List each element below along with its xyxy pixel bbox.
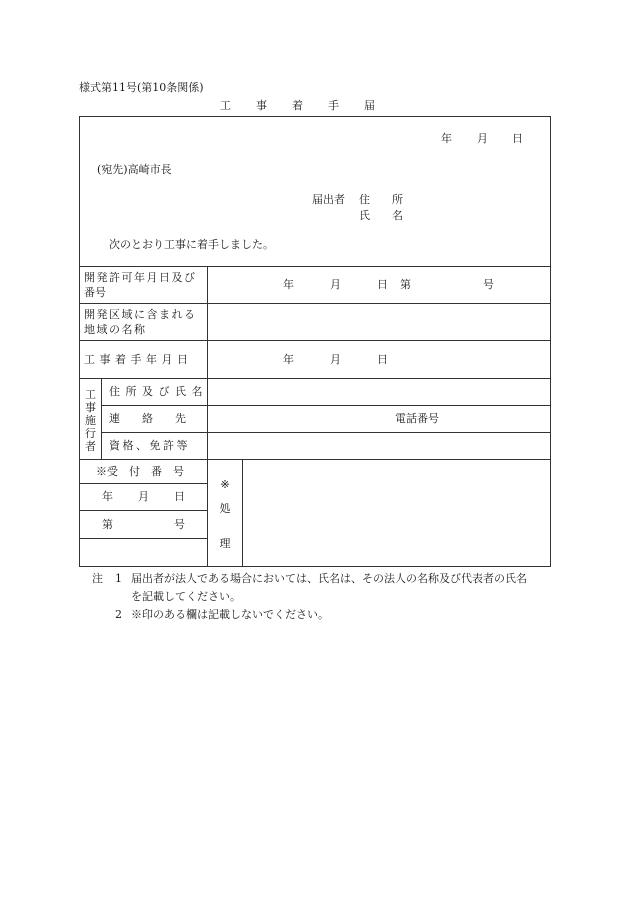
row-divider <box>79 378 551 379</box>
contractor-address-label: 住所及び氏名 <box>109 385 208 398</box>
addressee: (宛先)高崎市長 <box>97 163 172 176</box>
permit-label-line1: 開発許可年月日及び <box>84 271 197 284</box>
permit-go: 号 <box>483 278 494 291</box>
processing-char: 理 <box>219 537 231 550</box>
statement: 次のとおり工事に着手しました。 <box>109 238 274 251</box>
reception-year: 年 <box>102 490 113 503</box>
date-day: 日 <box>512 132 523 145</box>
reception-dai: 第 <box>102 518 113 531</box>
contractor-group-char: 行 <box>85 427 96 440</box>
row-divider <box>79 483 207 484</box>
contractor-license-label: 資格、免許等 <box>109 439 190 452</box>
note-1-number: 1 <box>115 572 122 585</box>
permit-day: 日 <box>377 278 388 291</box>
column-divider <box>242 459 243 567</box>
reception-go: 号 <box>174 518 185 531</box>
row-divider <box>101 405 551 406</box>
note-2-text: ※印のある欄は記載しないでください。 <box>131 608 329 621</box>
area-label-line2: 地域の名称 <box>84 323 147 336</box>
contractor-contact-label: 連 絡 先 <box>109 412 186 425</box>
processing-mark: ※ <box>220 478 230 491</box>
reception-number-label: ※受 付 番 号 <box>96 465 184 478</box>
column-divider <box>207 266 208 567</box>
processing-char: 処 <box>219 502 231 515</box>
permit-month: 月 <box>330 278 341 291</box>
note-2-number: 2 <box>115 608 122 621</box>
notes-lead: 注 <box>92 572 103 585</box>
row-divider <box>79 340 551 341</box>
area-label-line1: 開発区域に含まれる <box>84 308 197 321</box>
row-divider <box>79 459 551 460</box>
contractor-phone-label: 電話番号 <box>395 412 439 425</box>
reception-month: 月 <box>138 490 149 503</box>
row-divider <box>79 538 207 539</box>
column-divider <box>101 378 102 459</box>
permit-label-line2: 番号 <box>84 286 106 299</box>
applicant-name-label: 氏 名 <box>359 209 403 222</box>
form-title: 工 事 着 手 届 <box>220 99 376 112</box>
note-1-line2: を記載してください。 <box>131 590 241 603</box>
row-divider <box>101 432 551 433</box>
start-date-label: 工事着手年月日 <box>84 353 193 366</box>
date-year: 年 <box>441 132 452 145</box>
contractor-group-char: 事 <box>85 401 96 414</box>
permit-dai: 第 <box>400 278 411 291</box>
applicant-address-label: 住 所 <box>359 193 403 206</box>
contractor-group-char: 工 <box>85 388 96 401</box>
row-divider <box>79 303 551 304</box>
contractor-group-char: 施 <box>85 414 96 427</box>
form-number: 様式第11号(第10条関係) <box>79 81 204 94</box>
row-divider <box>79 510 207 511</box>
date-month: 月 <box>477 132 488 145</box>
form-frame <box>79 116 551 567</box>
permit-year: 年 <box>283 278 294 291</box>
reception-day: 日 <box>174 490 185 503</box>
row-divider <box>79 266 551 267</box>
start-date-year: 年 <box>283 353 294 366</box>
note-1-line1: 届出者が法人である場合においては、氏名は、その法人の名称及び代表者の氏名 <box>131 572 527 585</box>
start-date-day: 日 <box>377 353 388 366</box>
contractor-group-char: 者 <box>85 440 96 453</box>
applicant-label: 届出者 <box>312 193 345 206</box>
start-date-month: 月 <box>330 353 341 366</box>
